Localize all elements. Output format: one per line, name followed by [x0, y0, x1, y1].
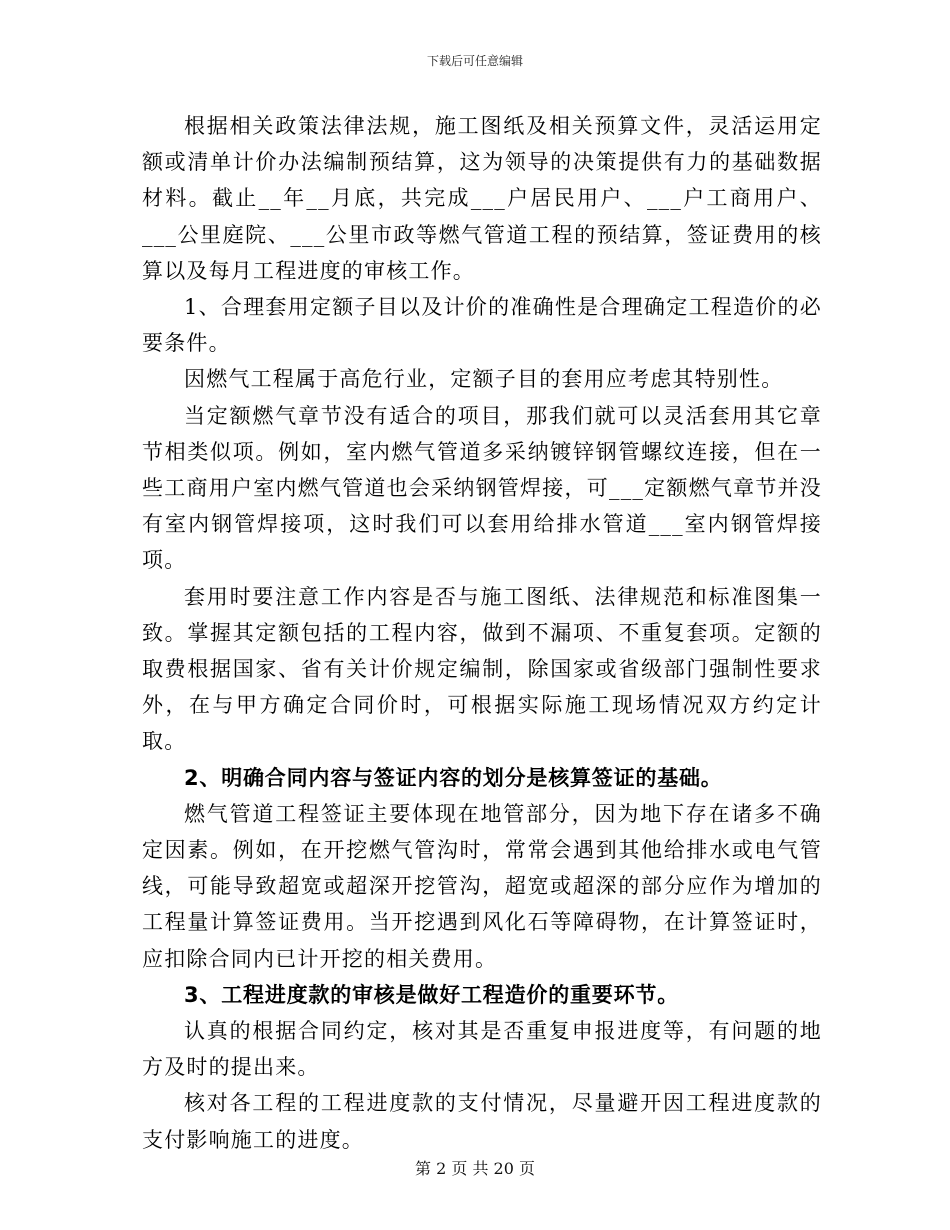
- paragraph: 因燃气工程属于高危行业，定额子目的套用应考虑其特别性。: [184, 367, 784, 392]
- paragraph: 当定额燃气章节没有适合的项目，那我们就可以灵活套用其它章节相类似项。例如，室内燃气管道多采纳镀锌钢管螺纹连接，但在一些工商用户室内燃气管道也会采纳钢管焊接，可___定额燃气章节并没有室内钢管焊接项，这时我们可以套用给排水管道___室内钢管焊接项。: [142, 403, 822, 573]
- paragraph: 核对各工程的工程进度款的支付情况，尽量避开因工程进度款的支付影响施工的进度。: [142, 1091, 822, 1152]
- page-number: 第 2 页 共 20 页: [415, 1159, 535, 1178]
- paragraph: 根据相关政策法律法规，施工图纸及相关预算文件，灵活运用定额或清单计价办法编制预结算，这为领导的决策提供有力的基础数据材料。截止__年__月底，共完成___户居民用户、___户工商用户、___公里庭院、___公里市政等燃气管道工程的预结算，签证费用的核算以及每月工程进度的审核工作。: [142, 114, 822, 283]
- paragraph: 套用时要注意工作内容是否与施工图纸、法律规范和标准图集一致。掌握其定额包括的工程内容，做到不漏项、不重复套项。定额的取费根据国家、省有关计价规定编制，除国家或省级部门强制性要求外，在与甲方确定合同价时，可根据实际施工现场情况双方约定计取。: [142, 584, 822, 754]
- paragraph: 燃气管道工程签证主要体现在地管部分，因为地下存在诸多不确定因素。例如，在开挖燃气管沟时，常常会遇到其他给排水或电气管线，可能导致超宽或超深开挖管沟，超宽或超深的部分应作为增加的工程量计算签证费用。当开挖遇到风化石等障碍物，在计算签证时，应扣除合同内已计开挖的相关费用。: [142, 801, 822, 971]
- paragraph: 1、合理套用定额子目以及计价的准确性是合理确定工程造价的必要条件。: [142, 295, 822, 356]
- section-heading: 3、工程进度款的审核是做好工程造价的重要环节。: [184, 982, 680, 1007]
- section-heading: 2、明确合同内容与签证内容的划分是核算签证的基础。: [184, 765, 723, 790]
- paragraph: 认真的根据合同约定，核对其是否重复申报进度等，有问题的地方及时的提出来。: [142, 1019, 822, 1080]
- page-header: 下载后可任意编辑: [426, 54, 523, 68]
- document-body: [142, 108, 822, 1158]
